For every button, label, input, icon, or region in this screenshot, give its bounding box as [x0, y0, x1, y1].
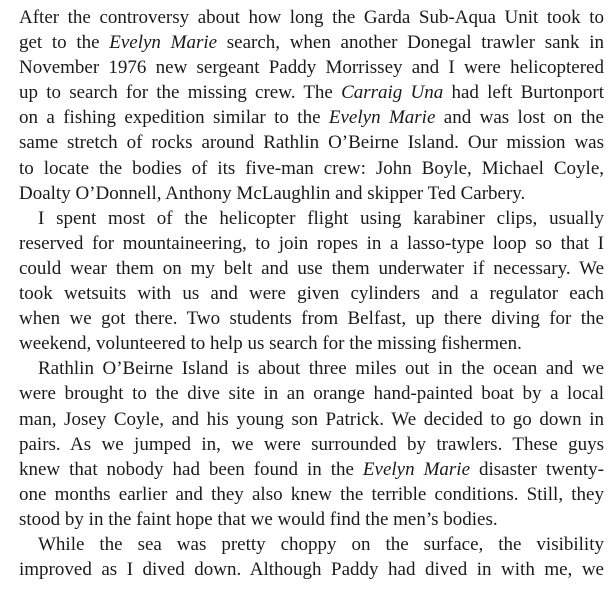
text-line: [19, 156, 604, 181]
text-run: disaster twenty-: [470, 458, 604, 480]
text-run: pairs. As we jumped in, we were surrounded by trawlers. These guys: [19, 433, 604, 455]
paragraph: [19, 206, 604, 357]
italic-title: Evelyn Marie: [328, 107, 436, 129]
text-line: [19, 130, 604, 155]
italic-title: Carraig Una: [341, 82, 444, 104]
text-line: [19, 532, 604, 557]
text-line: [19, 457, 604, 482]
book-page: [19, 5, 604, 582]
text-run: Doalty O’Donnell, Anthony McLaughlin and skipper Ted Carbery.: [19, 182, 526, 204]
text-line: [19, 482, 604, 507]
text-run: were brought to the dive site in an orange hand-painted boat by a local: [19, 383, 604, 405]
text-run: weekend, volunteered to help us search for the missing fishermen.: [19, 333, 522, 355]
paragraph: [19, 532, 604, 582]
text-run: reserved for mountaineering, to join ropes in a lasso-type loop so that I: [19, 232, 604, 254]
text-run: improved as I dived down. Although Paddy had dived in with me, we: [19, 559, 604, 581]
text-line: [19, 281, 604, 306]
text-run: up to search for the missing crew. The: [19, 82, 342, 104]
text-line: [19, 306, 604, 331]
text-line: [19, 507, 604, 532]
text-run: on a fishing expedition similar to the: [19, 107, 329, 129]
text-run: stood by in the faint hope that we would find the men’s bodies.: [19, 508, 498, 530]
text-line: [19, 407, 604, 432]
text-run: I spent most of the helicopter flight using karabiner clips, usually: [38, 207, 604, 229]
text-run: man, Josey Coyle, and his young son Patrick. We decided to go down in: [19, 408, 604, 430]
text-run: November 1976 new sergeant Paddy Morrissey and I were helicoptered: [19, 57, 604, 79]
text-run: Rathlin O’Beirne Island is about three miles out in the ocean and we: [38, 358, 604, 380]
text-line: [19, 30, 604, 55]
text-run: and was lost on the: [435, 107, 604, 129]
text-run: one months earlier and they also knew the terrible conditions. Still, they: [19, 483, 604, 505]
text-line: [19, 206, 604, 231]
text-line: [19, 256, 604, 281]
text-line: [19, 105, 604, 130]
text-run: when we got there. Two students from Belfast, up there diving for the: [19, 308, 604, 330]
text-line: [19, 181, 604, 206]
italic-title: Evelyn Marie: [362, 458, 470, 480]
text-run: could wear them on my belt and use them underwater if necessary. We: [19, 257, 604, 279]
text-run: same stretch of rocks around Rathlin O’Beirne Island. Our mission was: [19, 132, 604, 154]
text-line: [19, 381, 604, 406]
text-run: After the controversy about how long the Garda Sub-Aqua Unit took to: [19, 7, 604, 28]
text-line: [19, 331, 604, 356]
text-line: [19, 356, 604, 381]
text-line: [19, 80, 604, 105]
text-run: knew that nobody had been found in the: [19, 458, 363, 480]
text-run: took wetsuits with us and were given cylinders and a regulator each: [19, 283, 604, 305]
text-run: get to the: [19, 32, 110, 54]
text-line: [19, 557, 604, 582]
italic-title: Evelyn Marie: [109, 32, 218, 54]
paragraph: [19, 5, 604, 206]
text-line: [19, 231, 604, 256]
text-line: [19, 55, 604, 80]
text-line: [19, 5, 604, 30]
text-run: had left Burtonport: [443, 82, 604, 104]
paragraph: [19, 356, 604, 532]
text-line: [19, 432, 604, 457]
text-run: to locate the bodies of its five-man crew: John Boyle, Michael Coyle,: [19, 157, 604, 179]
text-run: While the sea was pretty choppy on the surface, the visibility: [38, 533, 604, 555]
text-run: search, when another Donegal trawler sank in: [217, 32, 605, 54]
